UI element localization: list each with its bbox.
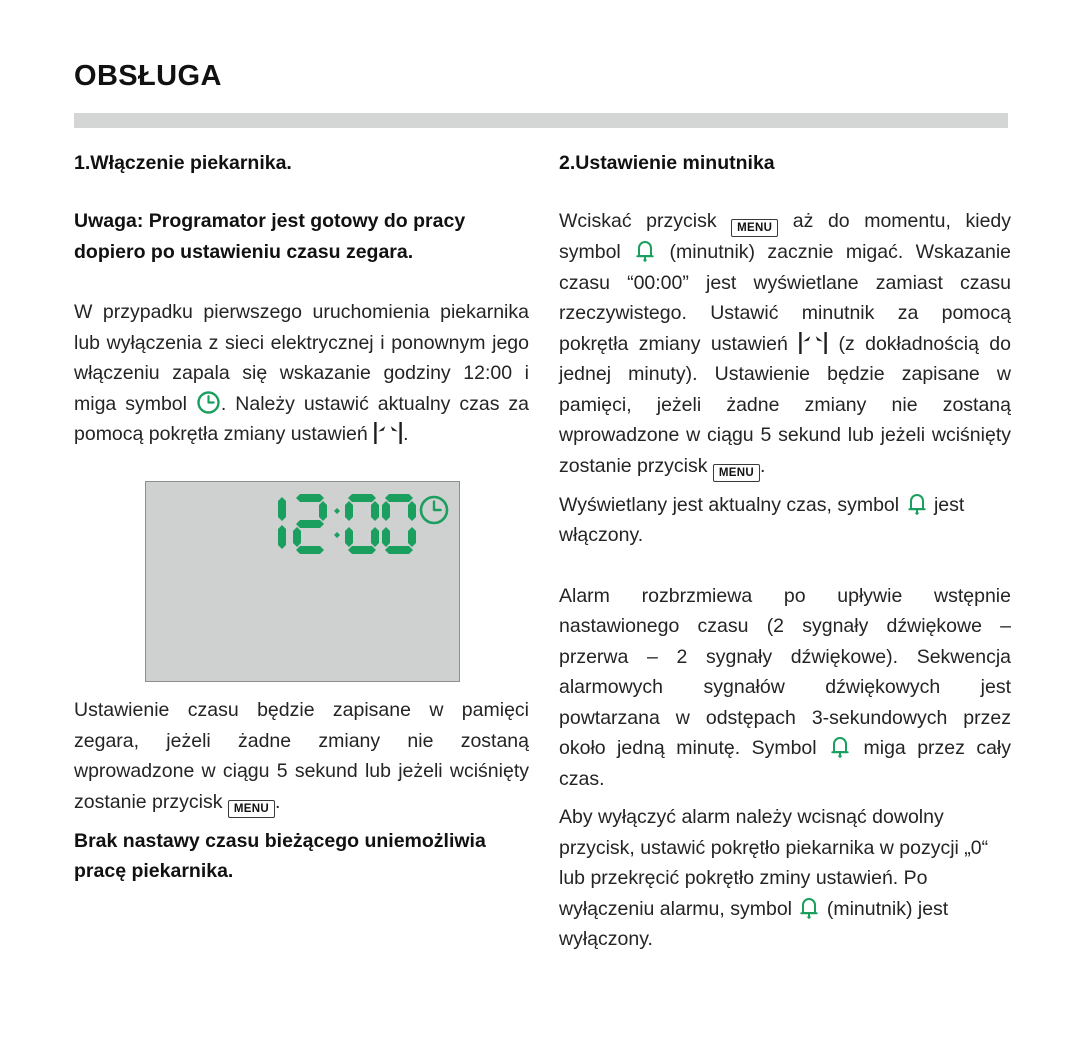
bell-icon — [828, 734, 852, 759]
right-paragraph-3-text-a: Alarm rozbrzmiewa po upływie wstępnie nastawionego czasu (2 sygnały dźwiękowe – przerwa – 2 sygnały dźwiękowe). Sekwencja alarmowych sygnałów dźwiękowych jest powtarzana w odstępach 3-sekundowych przez około jedną minutę. Symbol — [559, 584, 1011, 759]
section-heading-2: 2.Ustawienie minutnika — [559, 152, 775, 174]
right-paragraph-2 — [559, 490, 1011, 551]
menu-button-glyph[interactable]: MENU — [228, 800, 275, 818]
note-programmer-ready: Uwaga: Programator jest gotowy do pracy dopiero po ustawieniu czasu zegara. — [74, 210, 466, 263]
right-paragraph-1-text-d: (z dokładnością do jednej minuty). Ustawienie będzie zapisane w pamięci, jeżeli żadne zmiany nie zostaną wprowadzone w ciągu 5 sekund lub jeżeli wciśnięty zostanie przycisk — [559, 332, 1011, 477]
setting-knob-icon — [798, 331, 828, 355]
lcd-time-readout — [256, 492, 419, 559]
left-paragraph-1-text-a: W przypadku pierwszego uruchomienia piekarnika lub wyłączenia z sieci elektrycznej i ponownym jego włączeniu zapala się wskazanie godziny 12:00 i miga symbol — [74, 301, 529, 415]
setting-knob-icon — [373, 421, 403, 445]
right-paragraph-4-text-b: (minutnik) jest wyłączony. — [559, 897, 949, 950]
left-paragraph-1-text-c: . — [403, 423, 409, 445]
header-rule — [74, 113, 1008, 128]
left-paragraph-1-text-b: . Należy ustawić aktualny czas za pomocą pokrętła zmiany ustawień — [74, 392, 529, 445]
menu-button-glyph[interactable]: MENU — [713, 464, 760, 482]
left-paragraph-2-text-b: . — [274, 790, 281, 813]
right-paragraph-1 — [559, 206, 1011, 482]
right-paragraph-1-text-b: aż do momentu, kiedy symbol — [559, 210, 1012, 263]
lcd-digit-4 — [382, 492, 416, 559]
left-paragraph-2-text-a: Ustawienie czasu będzie zapisane w pamięci zegara, jeżeli żadne zmiany nie zostaną wprowadzone w ciągu 5 sekund lub jeżeli wciśnięty zostanie przycisk — [74, 699, 529, 813]
warning-no-clock-set: Brak nastawy czasu bieżącego uniemożliwia pracę piekarnika. — [74, 829, 486, 882]
lcd-clock-indicator-icon — [418, 494, 450, 531]
lcd-digit-1 — [256, 492, 290, 559]
lcd-colon — [331, 492, 343, 559]
right-paragraph-2-text-b: jest włączony. — [559, 493, 965, 546]
page-title: OBSŁUGA — [74, 60, 222, 92]
right-paragraph-1-text-e: . — [759, 454, 766, 477]
bell-icon — [905, 491, 929, 516]
lcd-display-figure — [145, 481, 460, 682]
left-column — [74, 150, 529, 450]
clock-icon — [196, 390, 221, 415]
right-paragraph-1-text-a: Wciskać przycisk — [559, 210, 732, 232]
right-paragraph-2-text-a: Wyświetlany jest aktualny czas, symbol — [559, 493, 905, 516]
right-paragraph-1-text-c: (minutnik) zacznie migać. Wskazanie czasu “00:00” jest wyświetlane zamiast czasu rzeczywistego. Ustawić minutnik za pomocą pokrętła zmiany ustawień — [559, 241, 1011, 355]
bell-icon — [797, 895, 821, 920]
lcd-digit-2 — [293, 492, 327, 559]
section-heading-1: 1.Włączenie piekarnika. — [74, 152, 292, 174]
right-paragraph-3 — [559, 581, 1011, 795]
right-paragraph-4-text-a: Aby wyłączyć alarm należy wcisnąć dowolny przycisk, ustawić pokrętło piekarnika w pozycji „0“ lub przekręcić pokrętło zminy ustawień. Po wyłączeniu alarmu, symbol — [559, 806, 989, 920]
left-paragraph-2 — [74, 695, 529, 818]
left-column-lower — [74, 695, 529, 887]
right-paragraph-3-text-b: miga przez cały czas. — [559, 737, 1012, 790]
menu-button-glyph[interactable]: MENU — [731, 219, 778, 237]
right-column — [559, 150, 1011, 955]
left-paragraph-1 — [74, 297, 529, 450]
bell-icon — [633, 238, 657, 263]
right-paragraph-4 — [559, 802, 1011, 955]
lcd-digit-3 — [345, 492, 379, 559]
